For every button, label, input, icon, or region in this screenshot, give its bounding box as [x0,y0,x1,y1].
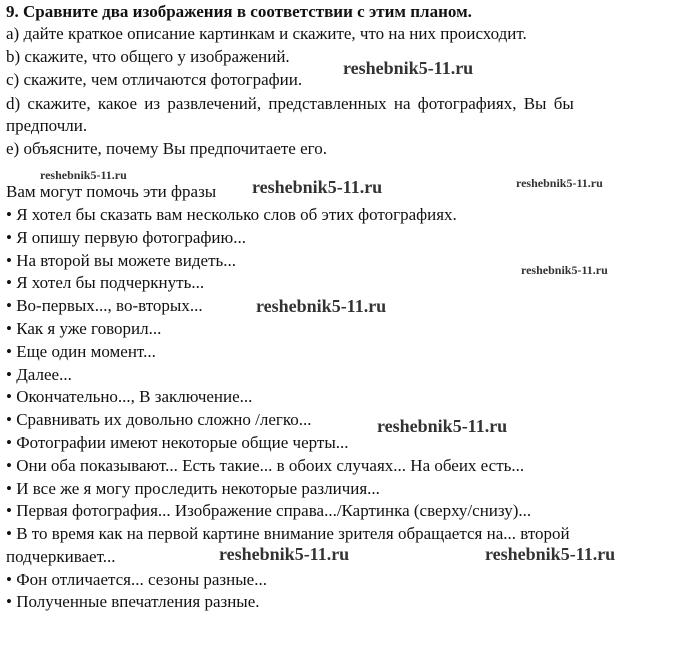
phrase-item: • Фон отличается... сезоны разные... [6,570,267,589]
task-heading: 9. Сравните два изображения в соответствии с этим планом. [6,2,472,21]
watermark: reshebnik5-11.ru [521,263,608,277]
phrase-item: • Я хотел бы сказать вам несколько слов об этих фотографиях. [6,205,457,224]
phrase-item: • В то время как на первой картине внимание зрителя обращается на... второй [6,524,570,543]
plan-item-c: c) скажите, чем отличаются фотографии. [6,70,303,89]
watermark: reshebnik5-11.ru [485,544,616,564]
watermark: reshebnik5-11.ru [256,296,387,316]
watermark: reshebnik5-11.ru [219,544,350,564]
phrase-item: • Далее... [6,365,72,384]
plan-item-a: a) дайте краткое описание картинкам и скажите, что на них происходит. [6,24,527,43]
plan-item-b: b) скажите, что общего у изображений. [6,47,290,66]
plan-item-e: e) объясните, почему Вы предпочитаете его. [6,139,327,158]
watermark: reshebnik5-11.ru [252,177,383,197]
phrase-item: • На второй вы можете видеть... [6,251,237,270]
phrase-item: • Как я уже говорил... [6,319,162,338]
watermark: reshebnik5-11.ru [377,416,508,436]
plan-item-d: d) скажите, какое из развлечений, представленных на фотографиях, Вы бы [6,94,574,113]
phrase-item: • Фотографии имеют некоторые общие черты... [6,433,349,452]
phrase-item: • Во-первых..., во-вторых... [6,296,203,315]
phrase-item-cont: подчеркивает... [6,547,116,566]
phrase-item: • Они оба показывают... Есть такие... в обоих случаях... На обеих есть... [6,456,525,475]
phrase-item: • Окончательно..., В заключение... [6,387,253,406]
phrase-item: • Сравнивать их довольно сложно /легко... [6,410,312,429]
plan-item-d-cont: предпочли. [6,116,88,135]
phrase-item: • И все же я могу проследить некоторые различия... [6,479,380,498]
watermark: reshebnik5-11.ru [516,176,603,190]
phrases-intro: Вам могут помочь эти фразы [6,182,217,201]
phrase-item: • Еще один момент... [6,342,156,361]
watermark: reshebnik5-11.ru [343,58,474,78]
phrase-item: • Первая фотография... Изображение справа.../Картинка (сверху/снизу)... [6,501,532,520]
phrase-item: • Я хотел бы подчеркнуть... [6,273,205,292]
phrase-item: • Я опишу первую фотографию... [6,228,246,247]
phrase-item: • Полученные впечатления разные. [6,592,260,611]
watermark: reshebnik5-11.ru [40,168,127,182]
